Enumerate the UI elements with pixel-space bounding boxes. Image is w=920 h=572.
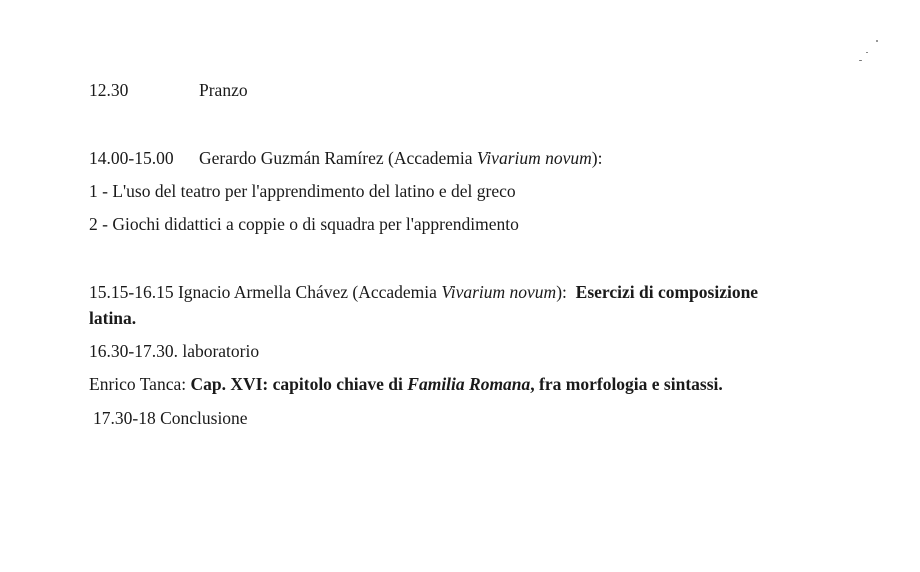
speaker-end-session2: ):: [556, 282, 576, 302]
title-session2-line2: latina.: [89, 308, 137, 328]
schedule-line-session2: [89, 282, 758, 303]
academy-session2: Vivarium novum: [441, 282, 557, 302]
schedule-line-session3: [89, 374, 723, 395]
title-session3-start: Cap. XVI: capitolo chiave di: [190, 374, 408, 394]
academy-session1: Vivarium novum: [476, 148, 592, 168]
schedule-line-conclusion: 17.30-18 Conclusione: [93, 408, 248, 428]
speaker-end-session1: ):: [591, 148, 603, 168]
schedule-line-session1: [89, 148, 603, 169]
title-session3-italic: Familia Romana: [407, 374, 531, 394]
scan-speck: [859, 60, 862, 61]
time-session1: 14.00-15.00: [89, 148, 174, 168]
scan-speck: [876, 40, 878, 42]
session1-item2: 2 - Giochi didattici a coppie o di squadra per l'apprendimento: [89, 214, 519, 234]
schedule-line-lab: 16.30-17.30. laboratorio: [89, 341, 260, 361]
label-pranzo: Pranzo: [199, 80, 248, 100]
speaker-session1: Gerardo Guzmán Ramírez (Accademia: [199, 148, 477, 168]
schedule-line-pranzo: [89, 80, 248, 101]
speaker-session2: Ignacio Armella Chávez (Accademia: [173, 282, 442, 302]
time-pranzo: 12.30: [89, 80, 129, 100]
session1-item1: 1 - L'uso del teatro per l'apprendimento del latino e del greco: [89, 181, 516, 201]
scan-speck: [866, 52, 868, 53]
title-session2-line1: Esercizi di composizione: [575, 282, 759, 302]
time-session2: 15.15-16.15: [89, 282, 174, 302]
title-session3-end: , fra morfologia e sintassi.: [530, 374, 723, 394]
speaker-session3: Enrico Tanca:: [89, 374, 191, 394]
